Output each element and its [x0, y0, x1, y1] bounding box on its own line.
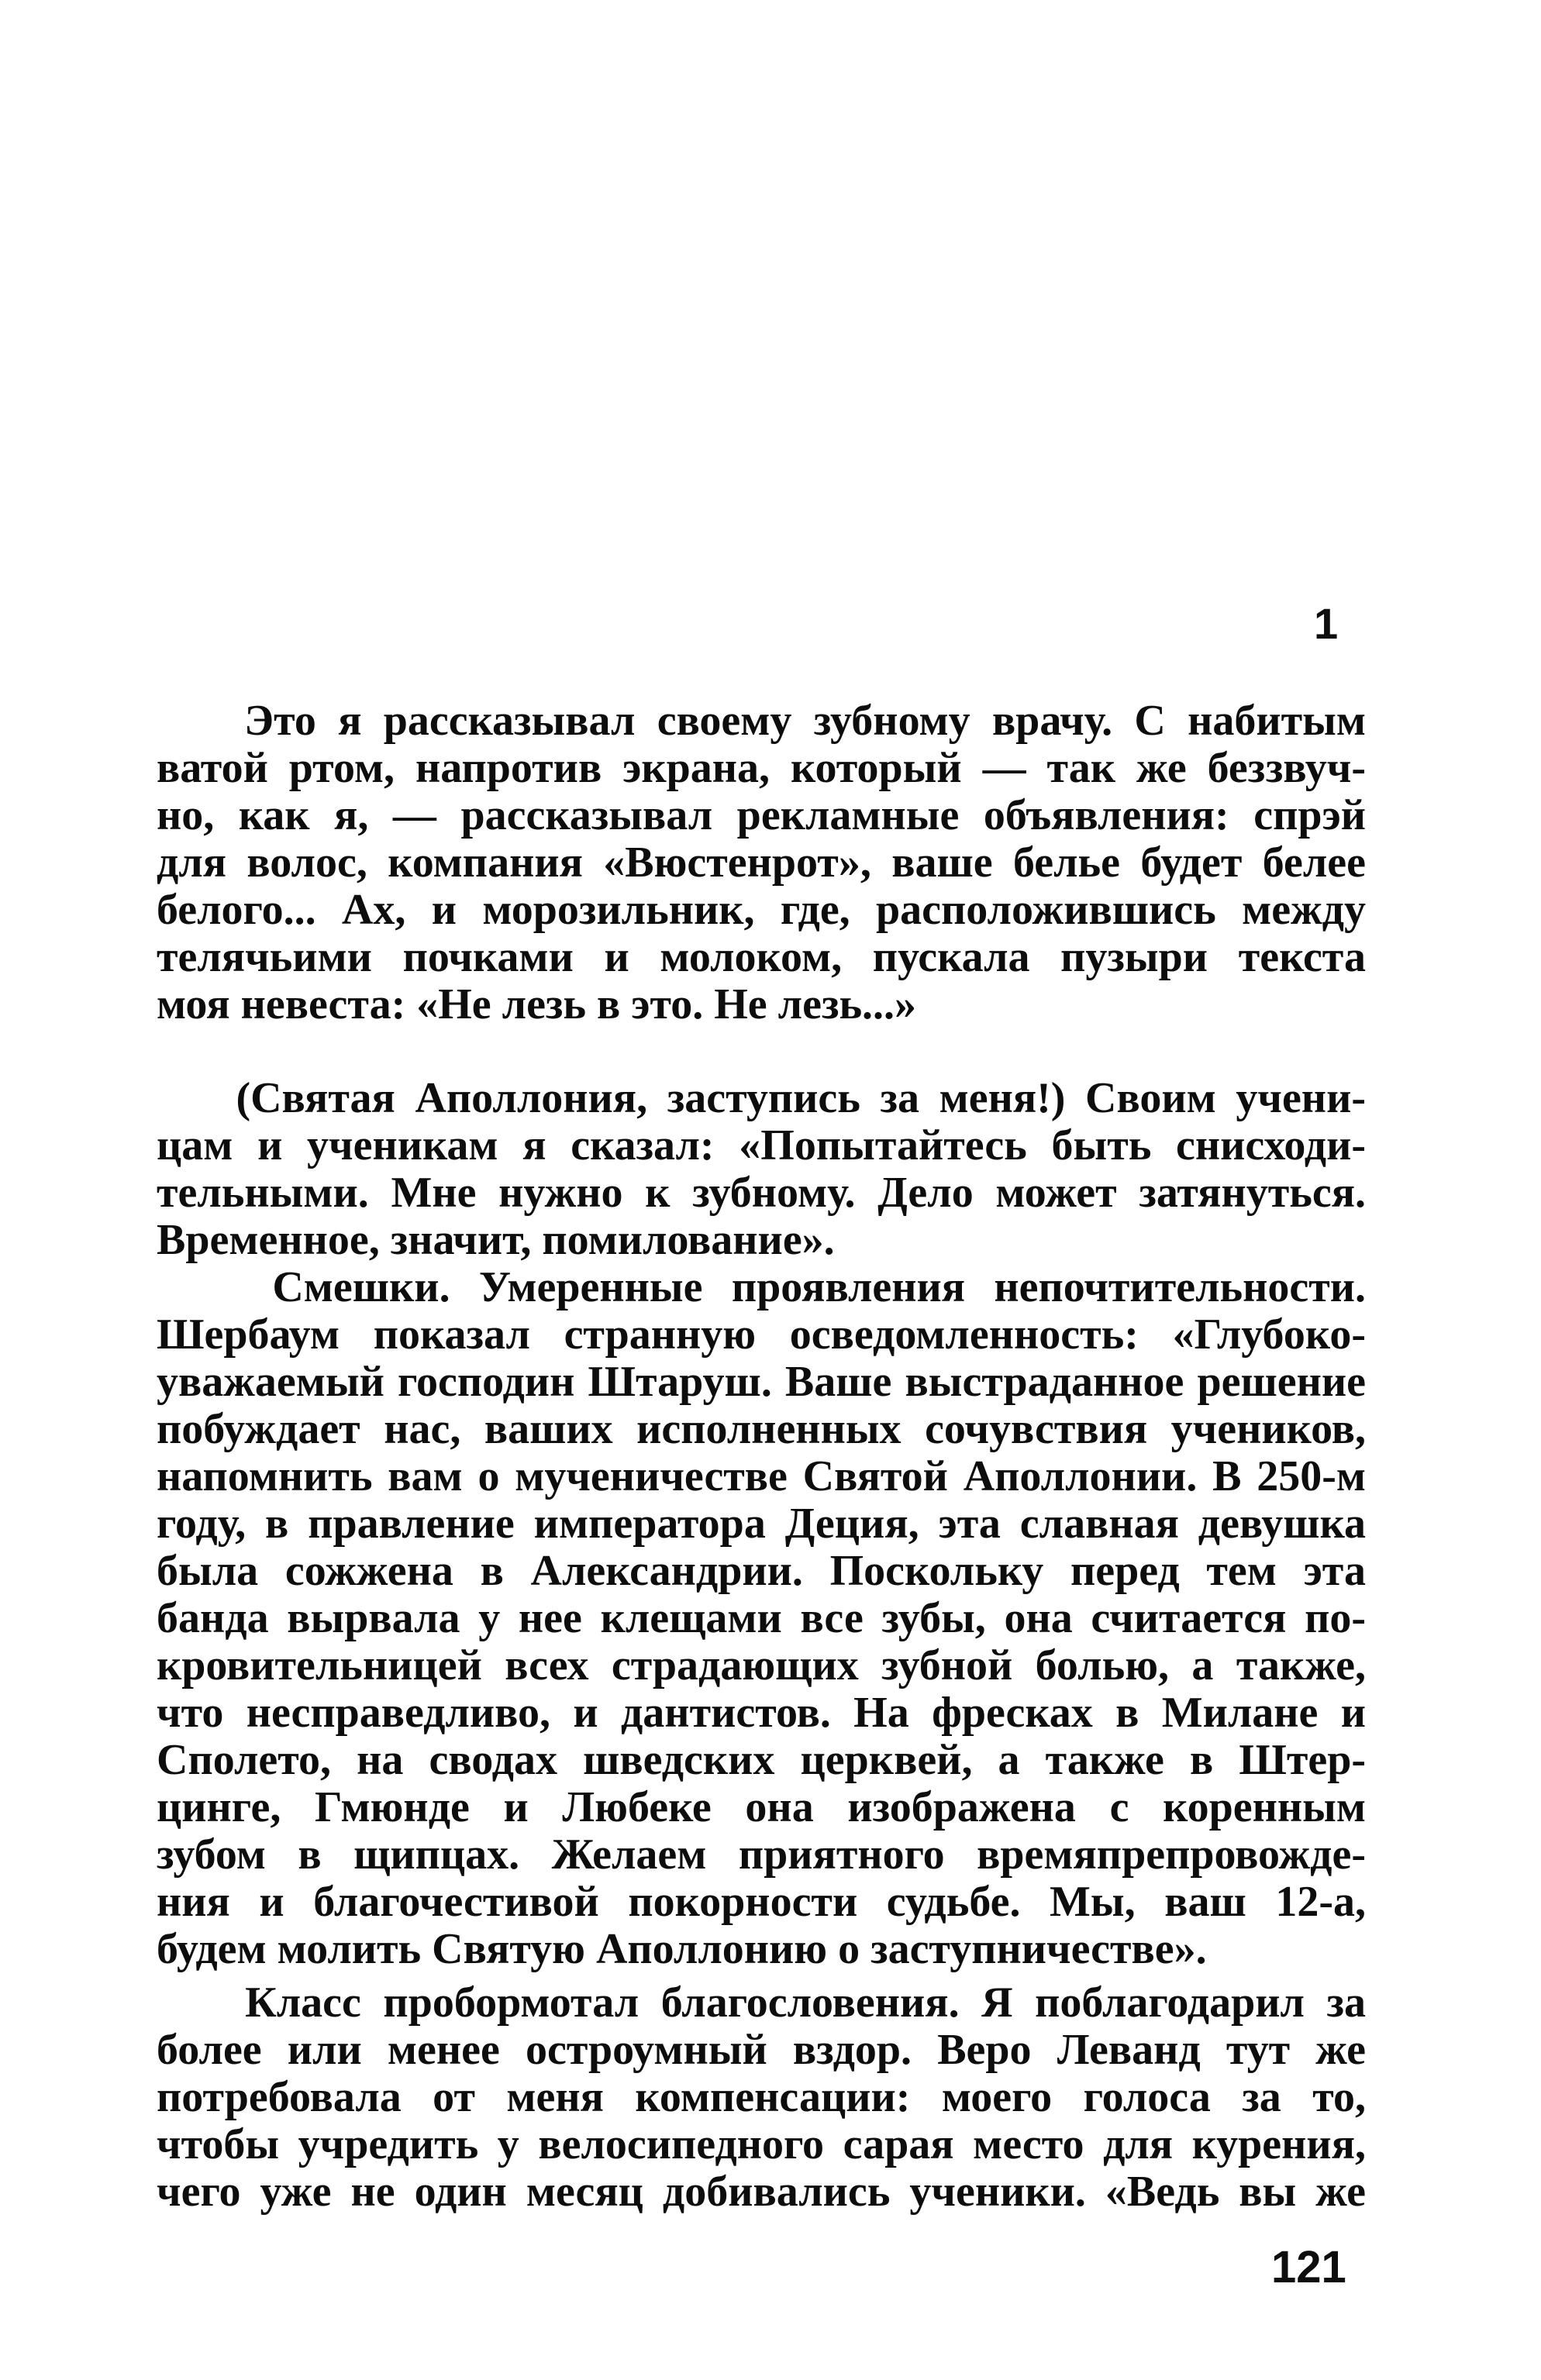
text-line: Временное, значит, помилование».	[157, 1216, 835, 1264]
text-line: Смешки. Умеренные проявления непочтительности.	[157, 1263, 1366, 1311]
body-text	[157, 697, 1366, 2216]
text-line: банда вырвала у нее клещами все зубы, она считается по-	[157, 1594, 1366, 1642]
text-line: (Святая Аполлония, заступись за меня!) Своим учени-	[157, 1074, 1366, 1122]
text-line: Шербаум показал странную осведомленность: «Глубоко-	[157, 1311, 1366, 1359]
text-line: Сполето, на сводах шведских церквей, а также в Штер-	[157, 1736, 1366, 1784]
text-line: белого... Ах, и морозильник, где, расположившись между	[157, 886, 1366, 934]
text-line: напомнить вам о мученичестве Святой Аполлонии. В 250-м	[157, 1452, 1366, 1500]
text-line: чего уже не один месяц добивались ученики. «Ведь вы же	[157, 2168, 1366, 2216]
paragraph-4	[157, 1979, 1366, 2216]
paragraph-2	[157, 1075, 1366, 1264]
text-line: цинге, Гмюнде и Любеке она изображена с коренным	[157, 1783, 1366, 1831]
text-line: будем молить Святую Аполлонию о заступничестве».	[157, 1925, 1207, 1973]
text-line: Класс пробормотал благословения. Я поблагодарил за	[157, 1979, 1366, 2027]
paragraph-3	[157, 1264, 1366, 1973]
text-line: зубом в щипцах. Желаем приятного времяпрепровожде-	[157, 1831, 1366, 1879]
text-line: уважаемый господин Штаруш. Ваше выстраданное решение	[157, 1358, 1366, 1406]
text-line: ния и благочестивой покорности судьбе. Мы, ваш 12-а,	[157, 1878, 1366, 1926]
page-number: 121	[1271, 2242, 1346, 2292]
text-line: году, в правление императора Деция, эта славная девушка	[157, 1500, 1366, 1548]
text-line: потребовала от меня компенсации: моего голоса за то,	[157, 2073, 1366, 2121]
text-line: чтобы учредить у велосипедного сарая место для курения,	[157, 2120, 1366, 2168]
text-line: но, как я, — рассказывал рекламные объявления: спрэй	[157, 791, 1366, 839]
text-line: кровительницей всех страдающих зубной болью, а также,	[157, 1641, 1366, 1689]
text-line: тельными. Мне нужно к зубному. Дело может затянуться.	[157, 1169, 1366, 1217]
text-line: была сожжена в Александрии. Поскольку перед тем эта	[157, 1547, 1366, 1595]
text-line: моя невеста: «Не лезь в это. Не лезь...»	[157, 980, 917, 1028]
text-line: ватой ртом, напротив экрана, который — так же беззвуч-	[157, 744, 1366, 792]
paragraph-1	[157, 697, 1366, 1028]
text-line: телячьими почками и молоком, пускала пузыри текста	[157, 933, 1366, 981]
text-line: что несправедливо, и дантистов. На фресках в Милане и	[157, 1689, 1366, 1737]
text-line: цам и ученикам я сказал: «Попытайтесь быть снисходи-	[157, 1121, 1366, 1169]
chapter-number: 1	[1314, 599, 1339, 648]
text-line: для волос, компания «Вюстенрот», ваше белье будет белее	[157, 839, 1366, 887]
text-line: побуждает нас, ваших исполненных сочувствия учеников,	[157, 1405, 1366, 1453]
text-line: Это я рассказывал своему зубному врачу. С набитым	[157, 697, 1366, 745]
text-line: более или менее остроумный вздор. Веро Леванд тут же	[157, 2026, 1366, 2074]
section-break	[157, 1028, 1366, 1075]
